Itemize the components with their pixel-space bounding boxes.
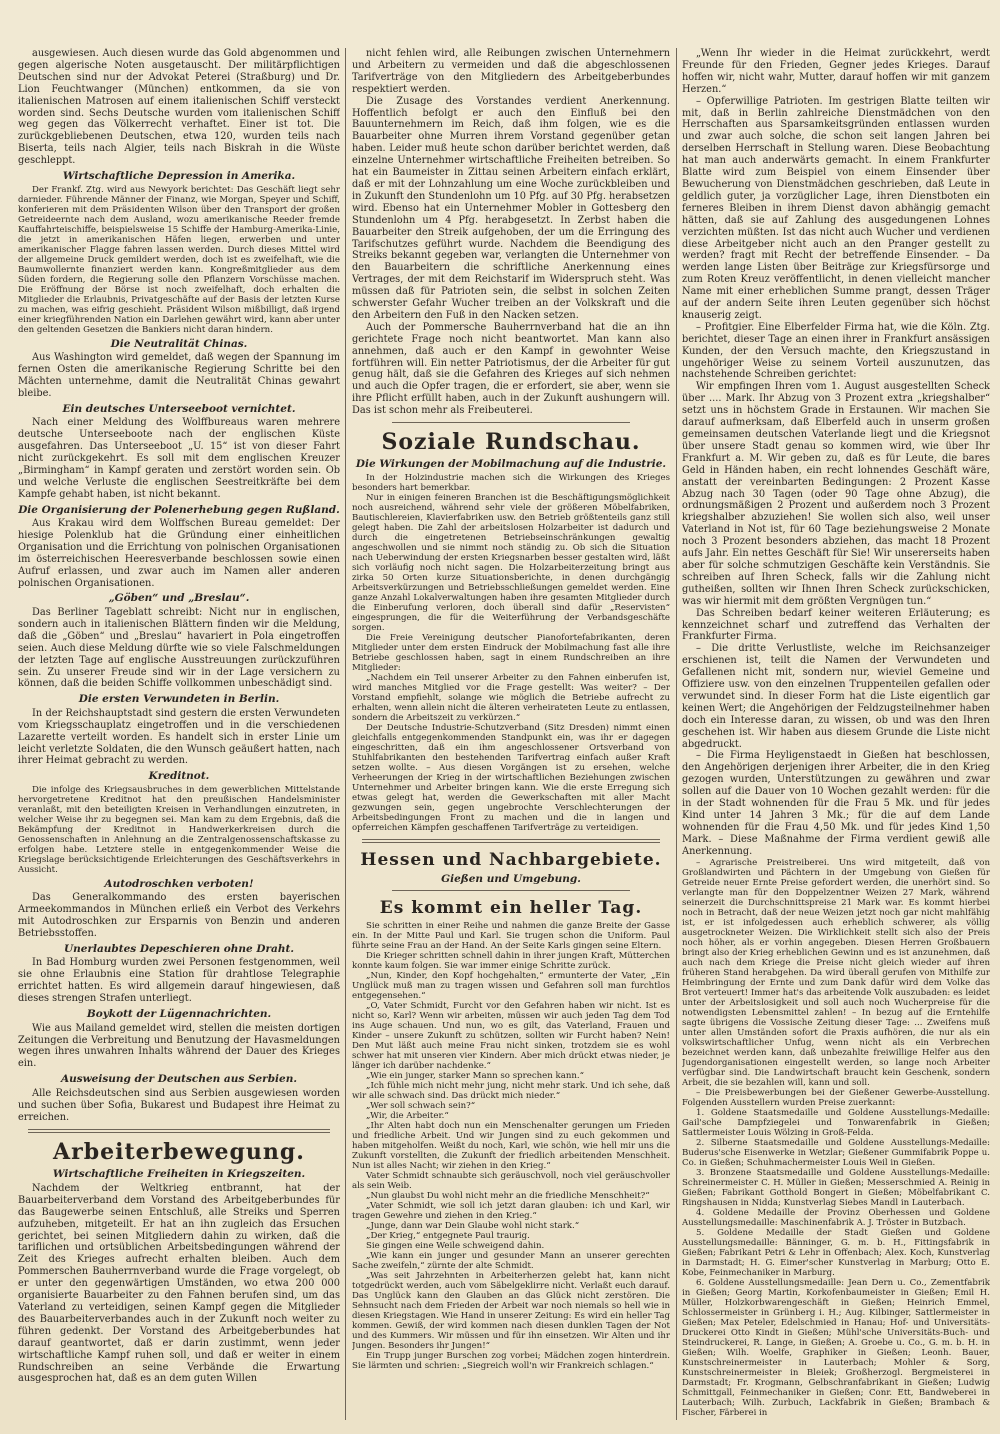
section-divider [392, 422, 630, 423]
headline-polen: Die Organisierung der Polenerhebung gegen Rußland. [18, 503, 340, 516]
headline-autodroschken: Autodroschken verboten! [104, 877, 254, 890]
headline-depeschieren: Unerlaubtes Depeschieren ohne Draht. [64, 942, 294, 955]
article-text: ausgewiesen. Auch diesen wurde das Gold abgenommen und gegen algerische Noten ausgetauscht. Der militärpflichtigen Deutschen sind nur der Advokat Peterei (Straßburg) und Dr. Lion Feuchtwanger (München) entkommen, da sie von italienischen Matrosen auf einem italienischen Schiff versteckt worden sind. Sechs Deutsche wurden vom italienischen Schiff weg gegen das Völkerrecht verhaftet. Einer ist tot. Die zurückgebliebenen Deutschen, etwa 120, wurden teils nach Biserta, teils nach Algier, teils nach Biskrah in die Wüste geschleppt. [18, 48, 340, 167]
section-title-hessen: Hessen und Nachbargebiete. [360, 849, 662, 870]
article-text: „Wenn Ihr wieder in die Heimat zurückkehrt, werdt Freunde für den Frieden, Gegner jedes Krieges. Darauf hoffen wir, nicht wahr, Mutter, darauf hoffen wir mit ganzem Herzen.“ [682, 48, 990, 95]
column-rule [345, 48, 346, 1420]
article-text: Auch der Pommersche Bauherrnverband hat die an ihn gerichtete Frage noch nicht beantwortet. Man kann also annehmen, daß auch er den Kampf in gewohnter Weise fortführen will. Ein netter Patriotismus, der die Arbeiter für gut genug hält, daß sie die Gefahren des Krieges auf sich nehmen und auch die Opfer tragen, die er erfordert, sie aber, wenn sie ihre Pflicht erfüllt haben, auch in der Zukunft aushungern will. Das ist schon mehr als Freibeuterei. [352, 321, 670, 417]
article-text: „Wir, die Arbeiter.“ [366, 1111, 449, 1122]
column-2 [352, 48, 670, 1426]
article-text: Ein Trupp junger Burschen zog vorbei; Mädchen zogen hinterdrein. Sie lärmten und schrien: „Siegreich woll'n wir Frankreich schlagen.“ [352, 1351, 670, 1372]
article-text: „Der Krieg,“ entgegnete Paul traurig. [366, 1231, 530, 1242]
article-text: – Agrarische Preistreiberei. Uns wird mitgeteilt, daß von Großlandwirten und Pächtern in der Umgebung von Gießen für Getreide neuer Ernte Preise gefordert werden, die unerhört sind. So verlangte man für den Doppelzentner Weizen 27 Mark, während seinerzeit die Durchschnittspreise 21 Mark war. Es kommt hierbei noch in Betracht, daß der neue Weizen jetzt noch gar nicht mahlfähig ist, er ist infolgedessen auch erheblich schwerer, als völlig ausgetrockneter Weizen. Die Wirklichkeit stellt sich also der Preis noch höher, als er vorhin angegeben. Diesen Herren Großbauern bringt also der Krieg erheblichen Gewinn und es ist anzunehmen, daß auch nach dem Kriege die Preise nicht gleich wieder auf ihren früheren Stand herabgehen. Da wird überall gerufen von Mithilfe zur Heimbringung der Ernte und zum Dank dafür wird dem Volke das Brot verteuert! Immer hat's das arbeitende Volk auszubaden: es leidet unter der Arbeitslosigkeit und soll auch noch Wucherpreise für die notwendigsten Lebensmittel zahlen! – In bezug auf die Erntehilfe sagte übrigens die Vossische Zeitung dieser Tage: ... Zweifens muß unter allen Umständen sofort die Praxis aufhören, die nur als ein volkswirtschaftlicher Unfug, wenn nicht als ein Verbrechen bezeichnet werden kann, daß unbezahlte freiwillige Helfer aus den Jugendorganisationen eingestellt werden, so lange noch Arbeiter verfügbar sind. Die Landwirtschaft braucht kein Geschenk, sondern Arbeit, die sie bezahlen will, kann und soll. [682, 857, 990, 1088]
article-text: – Die Firma Heyligenstaedt in Gießen hat beschlossen, den Angehörigen derjenigen ihrer Arbeiter, die in den Krieg gezogen wurden, Unterstützungen zu gewähren und zwar sollen auf die Dauer von 10 Wochen gezahlt werden: für die in der Stadt wohnenden für die Frau 5 Mk. und für jedes Kind unter 14 Jahren 3 Mk.; für die auf dem Lande wohnenden für die Frau 4,50 Mk. und für jedes Kind 1,50 Mark. – Diese Maßnahme der Firma verdient gewiß alle Anerkennung. [682, 750, 990, 857]
article-text: 5. Goldene Medaille der Stadt Gießen und Goldene Ausstellungsmedaille: Bänninger, G. m. b. H., Fittingsfabrik in Gießen; Fabrikant Petri & Lehr in Offenbach; Alex. Koch, Kunstverlag in Darmstadt; H. G. Eimer'scher Kunstverlag in Marburg; Otto E. Kobe, Feinmechaniker in Marburg. [682, 1227, 990, 1278]
article-text: „O, Vater Schmidt, Furcht vor den Gefahren haben wir nicht. Ist es nicht so, Karl? Wenn wir arbeiten, müssen wir auch jeden Tag dem Tod ins Auge schauen. Und nun, wo es gilt, das Vaterland, Frauen und Kinder – unsere Zukunft zu schützen, sollten wir Furcht haben? Nein! Den Mut läßt auch meine Frau nicht sinken, trotzdem sie es wohl schwer hat mit unseren vier Kindern. Aber mich drückt etwas nieder, je länger ich darüber nachdenke.“ [352, 1001, 670, 1072]
section-divider [362, 839, 660, 843]
headline-goeben: „Göben“ und „Breslau“. [108, 592, 250, 605]
article-text: – Profitgier. Eine Elberfelder Firma hat, wie die Köln. Ztg. berichtet, dieser Tage an einen ihrer in Frankfurt ansässigen Kunden, der den Versuch machte, den Kriegszustand in ungehöriger Weise zu seinem Vorteil auszunutzen, das nachstehende Schreiben gerichtet: [682, 321, 990, 381]
article-text: 6. Goldene Ausstellungsmedaille: Jean Dern u. Co., Zementfabrik in Gießen; Georg Martin, Korkofenbaumeister in Gießen; Emil H. Müller, Holzkorbwarengeschäft in Gießen; Heinrich Emmel, Schlossermeister in Grünberg i. H.; Aug. Kilbinger, Sattlermeister in Gießen; Max Peteler, Edelschmied in Hanau; Hof- und Universitäts-Druckerei Otto Kindt in Gießen; Mühl'sche Universitäts-Buch- und Steindruckerei, R. Lange, in Gießen; A. Groebe u. Co., G. m. b. H. in Gießen; Wilh. Woelfe, Graphiker in Gießen; Leonh. Bauer, Kunstschreinermeister in Lauterbach; Mohler & Sorg, Kunstschreinermeister in Bleiek; Großherzogl. Bergmeisterei in Darmstadt; Fr. Krogmann, Gelbschranfabrikant in Gießen; Ludwig Schmittgall, Feinmechaniker in Gießen; Conr. Ett, Bandweberei in Lauterbach; Wilh. Zurbuch, Lackfabrik in Gießen; Brambach & Fischer, Färberei in [682, 1277, 990, 1418]
article-text: Vater Schmidt schnaubte sich geräuschvoll, noch viel geräuschvoller als sein Weib. [352, 1171, 670, 1192]
headline-heller-tag: Es kommt ein heller Tag. [379, 898, 643, 919]
article-text: 2. Silberne Staatsmedaille und Goldene Ausstellungs-Medaille: Buderus'sche Eisenwerke in Wetzlar; Gießener Gummifabrik Poppe u. Co. in Gießen; Schuhmachermeister Louis Weil in Gießen. [682, 1137, 990, 1168]
column-1 [18, 48, 340, 1426]
article-text: Die Krieger schritten schnell dahin in ihrer jungen Kraft, Mütterchen konnte kaum folgen. Sie war immer einige Schritte zurück. [352, 951, 670, 972]
article-text: „Vater Schmidt, wie soll ich jetzt daran glauben: ich und Karl, wir tragen Gewehre und ziehen in den Krieg.“ [352, 1201, 670, 1222]
article-text: Das Berliner Tageblatt schreibt: Nicht nur in englischen, sondern auch in italienischen Blättern finden wir die Meldung, daß die „Göben“ und „Breslau“ havariert in Pola eingetroffen seien. Auch diese Meldung dürfte wie so viele Falschmeldungen der letzten Tage auf englische Ausstreuungen zurückzuführen sein. Zu unserer Freude sind wir in der Lage versichern zu können, daß die beiden Schiffe vollkommen unbeschädigt sind. [18, 606, 340, 690]
article-text: Aus Krakau wird dem Wolffschen Bureau gemeldet: Der hiesige Polenklub hat die Gründung einer einheitlichen Organisation und die Errichtung von polnischen Organisationen im österreichischen Heeresverbande beschlossen sowie einen Aufruf erlassen, und zwar auch im Namen aller anderen polnischen Organisationen. [18, 518, 340, 589]
article-text: Die Zusage des Vorstandes verdient Anerkennung. Hoffentlich befolgt er auch den Einfluß bei den Bauunternehmern im Reich, daß ihm folgen, wie es die Bauarbeiter ohne Murren ihrem Vorstand gegenüber getan haben. Leider muß heute schon darüber berichtet werden, daß einzelne Unternehmer wirtschaftliche Freiheiten betreiben. So hat ein Baumeister in Zittau seinen Arbeitern einfach erklärt, daß er mit der Lohnzahlung um eine Woche zurückbleiben und in Zukunft den Stundenlohn um 10 Pfg. auf 30 Pfg. herabsetzen wird. Ebenso hat ein Unternehmer Mobler in Gottesberg den Stundenlohn um 4 Pfg. herabgesetzt. In Zerbst haben die Bauarbeiter den Streik aufgehoben, der um die Erringung des Tarifschutzes geführt wurde. Nachdem die Beendigung des Streiks bekannt gegeben war, verlangten die Unternehmer von den Bauarbeitern die schriftliche Anerkennung eines Vertrages, der mit dem Reichstarif im Widerspruch steht. Was müssen daß für Patrioten sein, die selbst in solchen Zeiten schwerster Gefahr Wucher treiben an der Volkskraft und die den Arbeitern den Fuß in den Nacken setzen. [352, 95, 670, 321]
subsection-giessen: Gießen und Umgebung. [441, 872, 581, 885]
article-text: 4. Goldene Medaille der Provinz Oberhessen und Goldene Ausstellungsmedaille: Maschinenfabrik A. J. Tröster in Butzbach. [682, 1207, 990, 1228]
article-text: Wie aus Mailand gemeldet wird, stellen die meisten dortigen Zeitungen die Verbreitung und Benutzung der Havasmeldungen wegen ihres unwahren Inhalts während der Dauer des Krieges ein. [18, 1022, 340, 1070]
article-text: In Bad Homburg wurden zwei Personen festgenommen, weil sie ohne Erlaubnis eine Station für drahtlose Telegraphie errichtet hatten. Es wird allgemein darauf hingewiesen, daß dieses strengen Strafen unterliegt. [18, 957, 340, 1005]
article-text: „Wer soll schwach sein?“ [366, 1101, 476, 1112]
section-title-arbeiterbewegung: Arbeiterbewegung. [53, 1139, 305, 1166]
article-text: „Junge, dann war Dein Glaube wohl nicht stark.“ [366, 1221, 580, 1232]
headline-serbien: Ausweisung der Deutschen aus Serbien. [60, 1073, 298, 1086]
article-text: Nur in einigen feineren Branchen ist die Beschäftigungsmöglichkeit noch ausreichend, während sehr viele der größeren Möbelfabriken, Bautischlereien, Klavierfabriken usw. den Betrieb größtenteils ganz still gelegt haben. Die Zahl der arbeitslosen Holzarbeiter ist dadurch und durch die eingetretenen Betriebseinschränkungen gewaltig angeschwollen und sie nimmt noch ständig zu. Ob sich die Situation nach Ueberwindung der ersten Kriegsnarben besser gestalten wird, läßt sich vorläufig noch nicht sagen. Die Holzarbeiterzeitung bringt aus zirka 50 Orten kurze Situationsberichte, in denen durchgängig Arbeitsverkürzungen und Betriebsschließungen gemeldet werden. Eine ganze Anzahl Lokalverwaltungen haben ihre gesamten Mitglieder durch die Einberufung verloren, doch überall sind dafür „Reservisten“ eingesprungen, die für die Weiterführung der Verbandsgeschäfte sorgen. [352, 492, 670, 633]
article-text: In der Reichshauptstadt sind gestern die ersten Verwundeten vom Kriegsschauplatz eingetroffen und in die verschiedenen Lazarette verteilt worden. Es handelt sich in erster Linie um leicht verletzte Soldaten, die den Wunsch geäußert hatten, nach ihrer Heimat gebracht zu werden. [18, 707, 340, 767]
article-text: 3. Bronzene Staatsmedaille und Goldene Ausstellungs-Medaille: Schreinermeister C. H. Müller in Gießen; Messerschmied A. Reinig in Gießen; Fabrikant Gotthold Bongert in Gießen; Möbelfabrikant C. Ringshausen in Nidda; Kunstverlag Siebes Mandl in Lauterbach. [682, 1167, 990, 1208]
section-title-soziale-rundschau: Soziale Rundschau. [381, 429, 641, 456]
headline-mobilmachung: Die Wirkungen der Mobilmachung auf die Industrie. [355, 458, 667, 471]
article-text: Sie gingen eine Weile schweigend dahin. [366, 1241, 545, 1252]
article-text: Der Deutsche Industrie-Schutzverband (Sitz Dresden) nimmt einen gleichfalls entgegenkommenden Standpunkt ein, was ihr er dagegen eingeschritten, daß ein ihm angeschlossener Ortsverband von Stuhlfabrikanten den bestehenden Tarifvertrag einfach außer Kraft setzen wollte. – Aus diesen Vorgängen ist zu ersehen, welche Verheerungen der Krieg in der wirtschaftlichen Beziehungen zwischen Unternehmer und Arbeiter bringen kann. Wie die erste Erregung sich etwas gelegt hat, werden die Gewerkschaften mit aller Macht gezwungen sein, gegen ungebrochte Verschlechterungen der Arbeitsbedingungen Front zu machen und die in langen und opferreichen Kämpfen geschaffenen Tarifverträge zu verteidigen. [352, 722, 670, 833]
article-text: Sie schritten in einer Reihe und nahmen die ganze Breite der Gasse ein. In der Mitte Paul und Karl. Sie trugen schon die Uniform. Paul führte seine Frau an der Hand. An der Seite Karls gingen seine Eltern. [352, 921, 670, 952]
article-text: Aus Washington wird gemeldet, daß wegen der Spannung im fernen Osten die amerikanische Regierung Schritte bei den Mächten unternehme, damit die Neutralität Chinas gewahrt bleibe. [18, 352, 340, 399]
headline-boykott: Boykott der Lügennachrichten. [86, 1008, 272, 1021]
article-text: nicht fehlen wird, alle Reibungen zwischen Unternehmern und Arbeitern zu vermeiden und daß die abgeschlossenen Tarifverträge von den Mitgliedern des Arbeitgeberbundes respektiert werden. [352, 48, 670, 95]
article-text: Das Generalkommando des ersten bayerischen Armeekommandos in München erließ ein Verbot des Verkehrs mit Autodroschken zur Ersparnis von Benzin und anderen Betriebsstoffen. [18, 892, 340, 940]
article-text: Die infolge des Kriegsausbruches in dem gewerblichen Mittelstande hervorgetretene Kreditnot hat den preußischen Handelsminister veranlaßt, mit den beteiligten Kreisen in Verhandlungen einzutreten, in welcher Weise ihr zu begegnen sei. Man kam zu dem Ergebnis, daß die Bekämpfung der Kreditnot in Handwerkerkreisen durch die Genossenschaften in Anlehnung an die Zentralgenossenschaftskasse zu erfolgen habe. Letztere stelle in entgegenkommender Weise die Kriegslage berücksichtigende Erleichterungen des Geschäftsverkehrs in Aussicht. [18, 784, 340, 875]
article-text: – Opferwillige Patrioten. Im gestrigen Blatte teilten wir mit, daß in Berlin zahlreiche Dienstmädchen von den Herrschaften aus Sparsamkeitsgründen entlassen wurden und zwar auch solche, die schon seit langen Jahren bei derselben Herrschaft in Stellung waren. Diese Beobachtung hat man auch anderwärts gemacht. In einem Frankfurter Blatte wird zum Beispiel von einem Einsender über Bewucherung von Dienstmädchen geschrieben, daß Leute in geldlich guter, ja vorzüglicher Lage, ihren Dienstboten ein ferneres Bleiben in ihrem Dienst davon abhängig gemacht hätten, daß sie auf Zahlung des ausgedungenen Lohnes verzichten müßten. Ist das nicht auch Wucher und verdienen diese Arbeitgeber nicht auch an den Pranger gestellt zu werden? fragt mit Recht der betreffende Einsender. – Da werden lange Listen über Beiträge zur Kriegsfürsorge und zum Roten Kreuz veröffentlicht, in denen vielleicht mancher Name mit einer erheblichen Summe prangt, dessen Träger auf der andern Seite ihren Leuten gegenüber sich höchst knauserig zeigt. [682, 95, 990, 321]
article-text: Nach einer Meldung des Wolffbureaus waren mehrere deutsche Unterseeboote nach der englischen Küste ausgefahren. Das Unterseeboot „U. 15“ ist von dieser Fahrt nicht zurückgekehrt. Es soll mit dem englischen Kreuzer „Birmingham“ in Kampf geraten und zerstört worden sein. Ob und welche Verluste die englischen Seestreitkräfte bei dem Kampfe gehabt haben, ist nicht bekannt. [18, 417, 340, 500]
headline-wirtschaft: Wirtschaftliche Depression in Amerika. [62, 170, 296, 183]
headline-verwundete: Die ersten Verwundeten in Berlin. [78, 693, 280, 706]
article-text: „Nun, Kinder, den Kopf hochgehalten,“ ermunterte der Vater, „Ein Unglück muß man zu tragen wissen und Gefahren soll man furchtlos entgegensehen.“ [352, 971, 670, 1002]
article-text: Nachdem der Weltkrieg entbrannt, hat der Bauarbeiterverband dem Vorstand des Arbeitgeberbundes für das Baugewerbe seinen Entschluß, alle Streiks und Sperren aufzuheben, mitgeteilt. Er hat an ihn zugleich das Ersuchen gerichtet, bei seinen Mitgliedern dahin zu wirken, daß die tariflichen und ortsüblichen Arbeitsbedingungen während der Zeit des Krieges aufrecht erhalten bleiben. Auch dem Pommerschen Bauherrnverband wurde die Frage vorgelegt, ob er unter den gegenwärtigen Umständen, wo etwa 200 000 organisierte Bauarbeiter zu den Fahnen berufen sind, um das Vaterland zu verteidigen, seinen Kampf gegen die Mitglieder des Bauarbeiterverbandes auch in der Zukunft noch weiter zu führen gedenkt. Der Vorstand des Arbeitgeberbundes hat darauf geantwortet, daß er darin zustimmt, wenn jeder wirtschaftliche Kampf ruhen soll, und daß er weiter in einem Rundschreiben an seine Verbände die Erwartung ausgesprochen hat, daß es an dem guten Willen [18, 1182, 340, 1385]
column-rule [676, 48, 677, 1420]
article-text: „Ich fühle mich nicht mehr jung, nicht mehr stark. Und ich sehe, daß wir alle schwach sind. Das drückt mich nieder.“ [352, 1081, 670, 1102]
article-text: „Nachdem ein Teil unserer Arbeiter zu den Fahnen einberufen ist, wird manches Mitglied vor die Frage gestellt: Was weiter? – Der Vorstand empfiehlt, solange wie möglich die Betriebe aufrecht zu erhalten, wenn allein nicht die älteren verheirateten Leute zu entlassen, sondern die Arbeitszeit zu verkürzen.“ [352, 672, 670, 723]
article-text: In der Holzindustrie machen sich die Wirkungen des Krieges besonders hart bemerkbar. [352, 472, 670, 493]
article-text: – Die dritte Verlustliste, welche im Reichsanzeiger erschienen ist, teilt die Namen der Verwundeten und Gefallenen nicht mit, sondern nur, wieviel Gemeine und Offiziere usw. von den einzelnen Truppenteilen gefallen oder verwundet sind. In dieser Form hat die Liste eigentlich gar keinen Wert; die Angehörigen der Feldzugsteilnehmer haben doch ein Interesse daran, zu wissen, ob und was den Ihren geschehen ist. Wir haben aus diesem Grunde die Liste nicht abgedruckt. [682, 643, 990, 750]
headline-kreditnot: Kreditnot. [148, 770, 210, 783]
section-divider [392, 890, 630, 891]
headline-freiheiten: Wirtschaftliche Freiheiten in Kriegszeiten. [52, 1168, 306, 1181]
article-text: „Wie ein junger, starker Mann so sprechen kann.“ [366, 1071, 585, 1082]
article-text: „Wie kann ein junger und gesunder Mann an unserer gerechten Sache zweifeln,“ zürnte der alte Schmidt. [352, 1251, 670, 1272]
article-text: Wir empfingen Ihren vom 1. August ausgestellten Scheck über .... Mark. Ihr Abzug von 3 Prozent extra „kriegshalber“ setzt uns in höchstem Grade in Erstaunen. Wir machen Sie darauf aufmerksam, daß Elberfeld auch in unserm großen gemeinsamen deutschen Vaterlande liegt und die Kriegsnot über unsere Stadt genau so kommen wird, wie über Ihr Frankfurt a. M. Wir geben zu, daß es für Leute, die bares Geld in Händen haben, ein recht lohnendes Geschäft wäre, anstatt der vereinbarten Bedingungen: 2 Prozent Kasse Abzug nach 30 Tagen (oder 90 Tage ohne Abzug), die ordnungsmäßigen 2 Prozent und außerdem noch 3 Prozent kriegshalber abzuziehen! Sie wollen sich also, weil unser Vaterland in Not ist, für 60 Tage beziehungsweise 2 Monate noch 3 Prozent besonders abziehen, das macht 18 Prozent aufs Jahr. Ein nettes Geschäft für Sie! Wir unsererseits haben aber für solche schmutzigen Geschäfte kein Verständnis. Sie schreiben auf Ihren Scheck, falls wir die Zahlung nicht gutheißen, sollten wir Ihnen Ihren Scheck zurückschicken, was wir hiermit mit dem größten Vergnügen tun.“ [682, 381, 990, 607]
article-text: Die Freie Vereinigung deutscher Pianofortefabrikanten, deren Mitglieder unter dem ersten Eindruck der Mobilmachung fast alle ihre Betriebe geschlossen haben, sagt in einem Rundschreiben an ihre Mitglieder: [352, 632, 670, 673]
article-text: Der Frankf. Ztg. wird aus Newyork berichtet: Das Geschäft liegt sehr darnieder. Führende Männer der Finanz, wie Morgan, Speyer und Schiff, konferieren mit dem Präsidenten Wilson über den Transport der großen Getreideernte nach dem Ausland, wozu amerikanische Reeder fremde Kauffahrteischiffe, beispielsweise 15 Schiffe der Hamburg-Amerika-Linie, die jetzt in amerikanischen Häfen liegen, erwerben und unter amerikanischer Flagge fahren lassen werden. Durch dieses Mittel wird der allgemeine Druck gemildert werden, doch ist es zweifelhaft, wie die Baumwollernte finanziert werden kann. Kongreßmitglieder aus dem Süden fordern, die Regierung solle den Pflanzern Vorschüsse machen. Die Eröffnung der Börse ist noch zweifelhaft, doch erhalten die Mitglieder die Erlaubnis, Privatgeschäfte auf der Basis der letzten Kurse zu machen, was eifrig geschieht. Präsident Wilson mißbilligt, daß irgend einer kriegführenden Nation ein Darlehen gewährt wird, kann aber unter den geltenden Gesetzen die Bankiers nicht daran hindern. [18, 184, 340, 335]
section-divider [28, 1129, 330, 1133]
article-text: „Nun glaubst Du wohl nicht mehr an die friedliche Menschheit?“ [366, 1191, 650, 1202]
article-text: „Was seit Jahrzehnten in Arbeiterherzen gelebt hat, kann nicht totgedrückt werden, auch vom Säbelgeklirre nicht. Verlaßt euch darauf. Das Unglück kann den Glauben an das Glück nicht zerstören. Die Sehnsucht nach dem Frieden der Arbeit war noch niemals so hell wie in diesen Kriegstagen. Wie Hand in unserer Zeitung: Es wird ein heller Tag kommen. Gewiß, der wird kommen nach diesen dunklen Tagen der Not und des Kummers. Wir müssen und für ihn einsetzen. Wir Alten und ihr Jungen. Besonders ihr Jungen!“ [352, 1271, 670, 1352]
article-text: „Ihr Alten habt doch nun ein Menschenalter gerungen um Frieden und friedliche Arbeit. Und wir Jungen sind zu euch gekommen und haben mitgeholfen. Weißt du noch, Karl, wie schön, wie hell mir uns die Zukunft vorstellten, die Zukunft der friedlich arbeitenden Menschheit. Nun ist alles Nacht; wir ziehen in den Krieg.“ [352, 1121, 670, 1172]
article-text: – Die Preisbewerbungen bei der Gießener Gewerbe-Ausstellung. Folgenden Ausstellern wurden Preise zuerkannt: [682, 1087, 990, 1108]
article-text: Alle Reichsdeutschen sind aus Serbien ausgewiesen worden und suchen über Sofia, Bukarest und Budapest ihre Heimat zu erreichen. [18, 1087, 340, 1123]
column-3 [682, 48, 990, 1426]
headline-unterseeboot: Ein deutsches Unterseeboot vernichtet. [62, 402, 296, 415]
article-text: 1. Goldene Staatsmedaille und Goldene Ausstellungs-Medaille: Gail'sche Dampfziegelei und Tonwarenfabrik in Gießen; Sattlermeister Louis Wölzing in Groß-Felda. [682, 1107, 990, 1138]
headline-neutralitaet: Die Neutralität Chinas. [110, 337, 248, 350]
article-text: Das Schreiben bedarf keiner weiteren Erläuterung; es kennzeichnet scharf und zutreffend das Verhalten der Frankfurter Firma. [682, 607, 990, 643]
